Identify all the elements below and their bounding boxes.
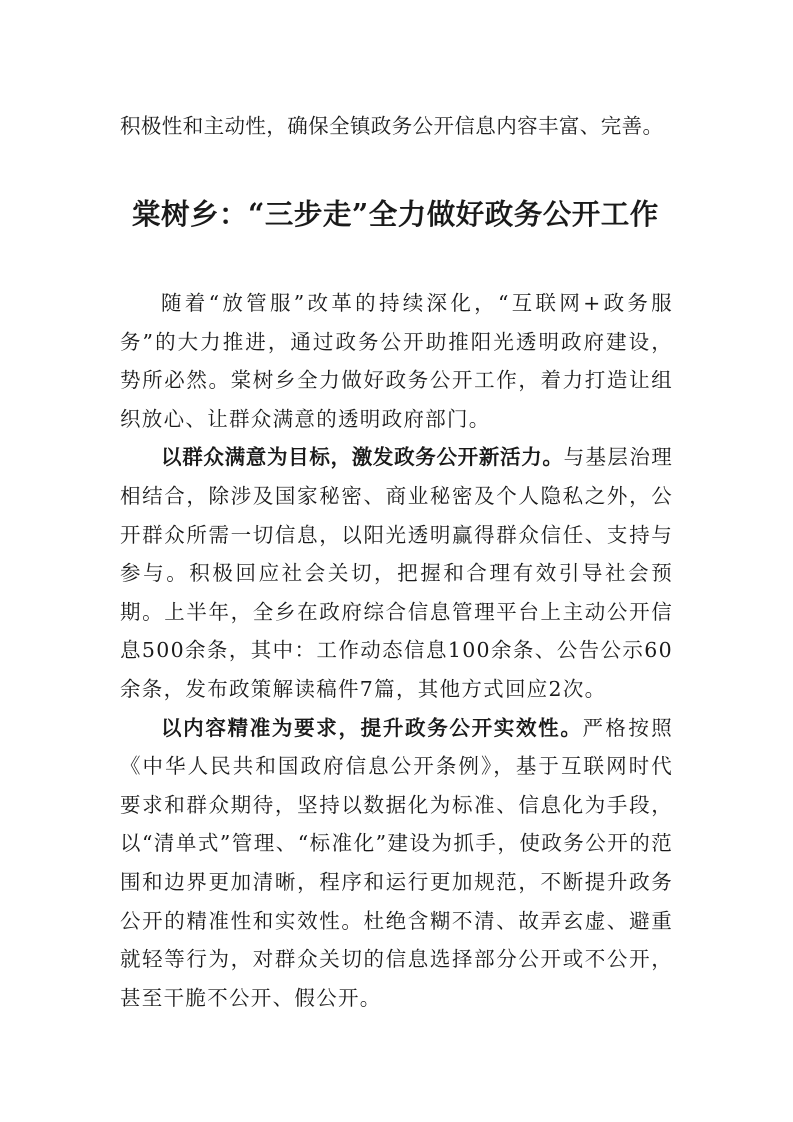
article-body <box>120 284 673 1017</box>
section-text: 严格按照《中华人民共和国政府信息公开条例》，基于互联网时代要求和群众期待，坚持以数据化为标准、信息化为手段，以“清单式”管理、“标准化”建设为抓手，使政务公开的范围和边界更加清晰，程序和运行更加规范，不断提升政务公开的精准性和实效性。杜绝含糊不清、故弄玄虚、避重就轻等行为，对群众关切的信息选择部分公开或不公开，甚至干脆不公开、假公开。 <box>120 715 674 1010</box>
section-text: 与基层治理相结合，除涉及国家秘密、商业秘密及个人隐私之外，公开群众所需一切信息，以阳光透明赢得群众信任、支持与参与。积极回应社会关切，把握和合理有效引导社会预期。上半年，全乡在政府综合信息管理平台上主动公开信息500余条，其中：工作动态信息100余条、公告公示60余条，发布政策解读稿件7篇，其他方式回应2次。 <box>120 445 674 701</box>
section-lead-heading: 以群众满意为目标，激发政务公开新活力。 <box>161 445 564 470</box>
intro-paragraph: 随着“放管服”改革的持续深化，“互联网+政务服务”的大力推进，通过政务公开助推阳光透明政府建设，势所必然。棠树乡全力做好政务公开工作，着力打造让组织放心、让群众满意的透明政府部门。 <box>120 291 673 431</box>
section-paragraph <box>120 438 673 708</box>
previous-article-closing-line: 积极性和主动性，确保全镇政务公开信息内容丰富、完善。 <box>120 114 664 138</box>
article-title: 棠树乡：“三步走”全力做好政务公开工作 <box>132 197 659 231</box>
section-paragraph <box>120 709 673 1018</box>
section-lead-heading: 以内容精准为要求，提升政务公开实效性。 <box>161 715 583 740</box>
